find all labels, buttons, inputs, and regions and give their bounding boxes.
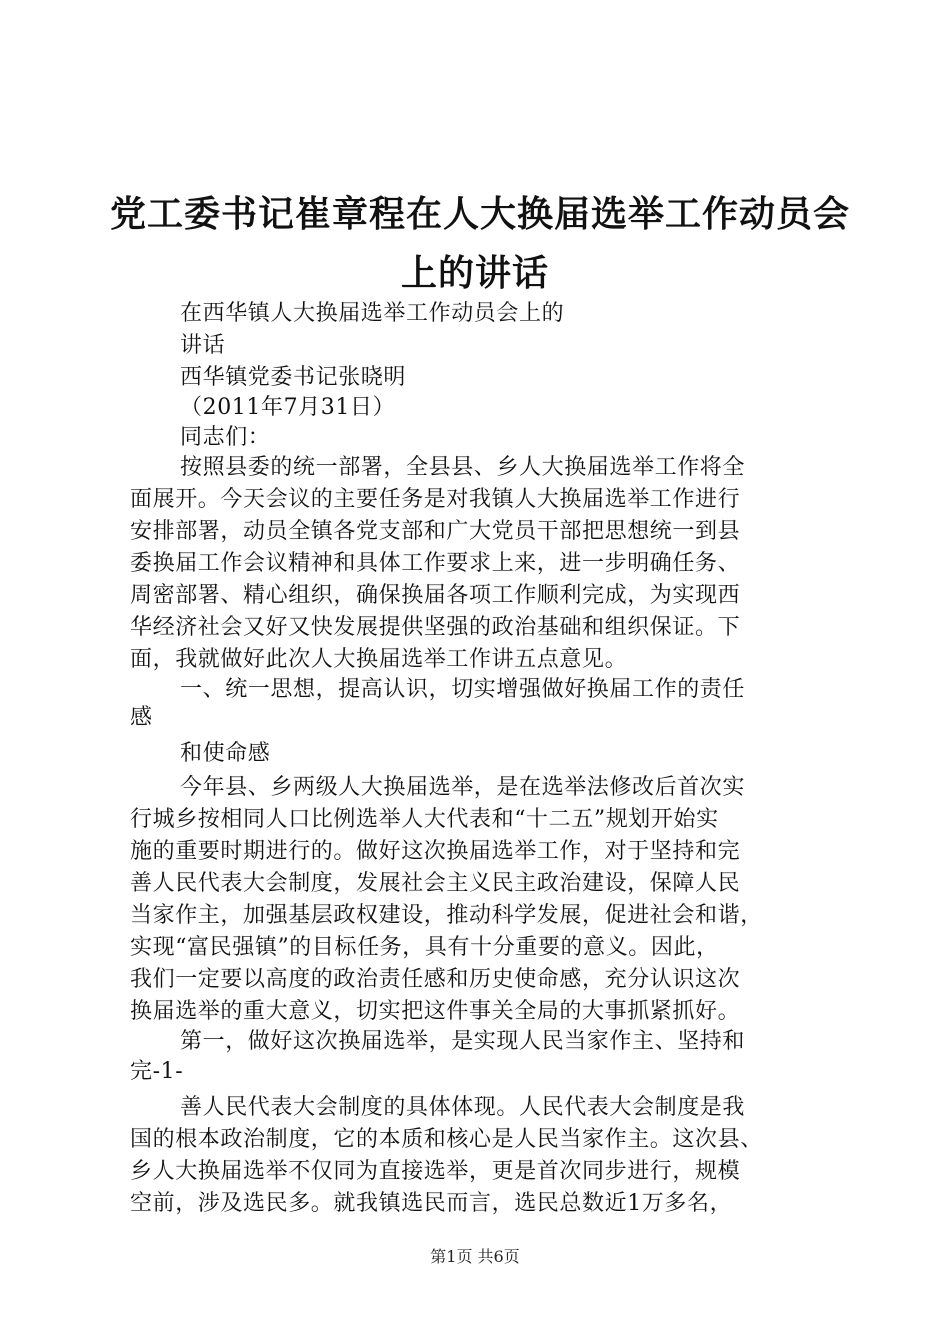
body-line: 国的根本政治制度，它的本质和核心是人民当家作主。这次县、 [130,1127,763,1152]
body-line: 周密部署、精心组织，确保换届各项工作顺利完成，为实现西 [130,583,741,608]
body-line: 安排部署，动员全镇各党支部和广大党员干部把思想统一到县 [130,519,741,544]
body-line: 空前，涉及选民多。就我镇选民而言，选民总数近1万多名， [130,1191,733,1216]
body-line: 我们一定要以高度的政治责任感和历史使命感，充分认识这次 [130,967,741,992]
subtitle-line-2: 讲话 [180,333,226,358]
speaker-line: 西华镇党委书记张晓明 [180,365,407,390]
body-line: 委换届工作会议精神和具体工作要求上来，进一步明确任务、 [130,551,741,576]
document-title-line-1: 党工委书记崔章程在人大换届选举工作动员会 [110,194,851,235]
subtitle-line-1: 在西华镇人大换届选举工作动员会上的 [180,301,565,326]
body-line: 善人民代表大会制度的具体体现。人民代表大会制度是我 [180,1095,746,1120]
body-line: 按照县委的统一部署，全县县、乡人大换届选举工作将全 [180,455,746,480]
body-line: 施的重要时期进行的。做好这次换届选举工作，对于坚持和完 [130,839,741,864]
body-line: 第一，做好这次换届选举，是实现人民当家作主、坚持和 [180,1029,746,1054]
page-footer: 第1页 共6页 [430,1247,520,1266]
section-heading-wrap: 感 [130,705,153,730]
body-line: 今年县、乡两级人大换届选举，是在选举法修改后首次实 [180,775,746,800]
body-line: 换届选举的重大意义，切实把这件事关全局的大事抓紧抓好。 [130,999,741,1024]
date-line: （2011年7月31日） [180,395,396,420]
document-title-line-2: 上的讲话 [400,253,549,294]
section-heading-continued: 和使命感 [180,741,271,766]
salutation: 同志们： [180,425,271,450]
section-heading: 一、统一思想，提高认识，切实增强做好换届工作的责任 [180,677,746,702]
body-line: 善人民代表大会制度，发展社会主义民主政治建设，保障人民 [130,871,741,896]
body-line: 当家作主，加强基层政权建设，推动科学发展，促进社会和谐， [130,903,763,928]
body-line: 实现“富民强镇”的目标任务，具有十分重要的意义。因此， [130,935,719,960]
body-line: 华经济社会又好又快发展提供坚强的政治基础和组织保证。下 [130,615,741,640]
body-line: 面，我就做好此次人大换届选举工作讲五点意见。 [130,647,628,672]
body-line-page-mark: 完-1- [130,1059,184,1084]
body-line: 行城乡按相同人口比例选举人大代表和“十二五”规划开始实 [130,807,719,832]
body-line: 乡人大换届选举不仅同为直接选举，更是首次同步进行，规模 [130,1159,741,1184]
body-line: 面展开。今天会议的主要任务是对我镇人大换届选举工作进行 [130,487,741,512]
